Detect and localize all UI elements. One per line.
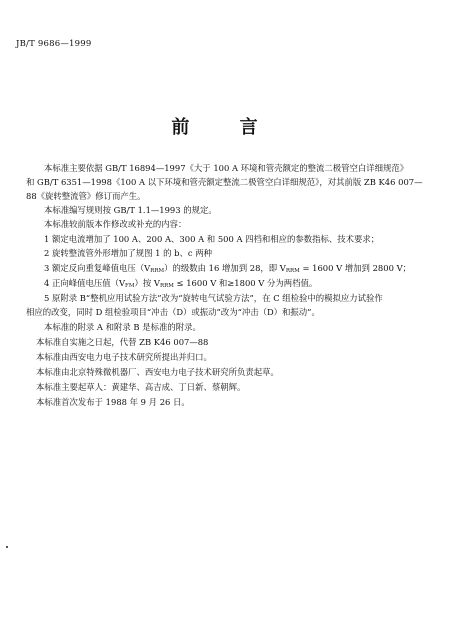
closing-line: 本标准的附录 A 和附录 B 是标准的附录。 xyxy=(44,322,201,332)
paragraph-line: 本标准编写规则按 GB/T 1.1—1993 的规定。 xyxy=(44,205,217,215)
subscript: RRM xyxy=(285,268,300,274)
list-item: 2 旋转整流管外形增加了规图 1 的 b、c 两种 xyxy=(44,248,213,258)
closing-line: 本标准自实施之日起，代替 ZB K46 007—88 xyxy=(36,337,209,347)
page-title: 前 言 xyxy=(171,117,280,138)
subscript: FM xyxy=(125,283,135,289)
list-item: 5 原附录 B“整机应用试验方法”改为“旋转电气试验方法”，在 C 组检验中的模拟应力试验作 xyxy=(44,293,383,303)
closing-line: 本标准由北京特殊微机器厂、西安电力电子技术研究所负责起草。 xyxy=(36,367,279,377)
subscript: RRM xyxy=(150,268,165,274)
paragraph-line: 本标准较前版本作修改或补充的内容： xyxy=(44,219,187,229)
list-item-text: = 1600 V 增加到 2800 V； xyxy=(299,263,411,273)
paragraph-line: 本标准主要依据 GB/T 16894—1997《大于 100 A 环境和管壳额定的整流二极管空白详细规范》 xyxy=(44,163,409,173)
list-item-text: 3 额定反向重复峰值电压（V xyxy=(44,263,151,273)
closing-line: 本标准由西安电力电子技术研究所提出并归口。 xyxy=(36,352,212,362)
subscript: RRM xyxy=(159,283,174,289)
list-item xyxy=(44,278,317,291)
closing-line: 本标准首次发布于 1988 年 9 月 26 日。 xyxy=(36,397,190,407)
list-item-text: ）的级数由 16 增加到 28，即 V xyxy=(164,263,286,273)
paragraph-line: 和 GB/T 6351—1998《100 A 以下环境和管壳额定整流二极管空白详细规范》，对其前版 ZB K46 007— xyxy=(26,177,423,187)
list-item: 相应的改变，同时 D 组检验项目“冲击（D）或振动”改为“冲击（D）和振动”。 xyxy=(26,307,320,317)
closing-line: 本标准主要起草人：黄建华、高吉成、丁日新、蔡朝辉。 xyxy=(36,382,246,392)
scan-speck xyxy=(6,546,8,548)
paragraph-line: 88《旋转整流管》修订而产生。 xyxy=(26,191,146,201)
list-item-text: ≤ 1600 V 和≥1800 V 分为两档值。 xyxy=(173,278,318,288)
list-item: 1 额定电流增加了 100 A、200 A、300 A 和 500 A 四档和相应的参数指标、技术要求； xyxy=(44,234,380,244)
standard-code: JB/T 9686—1999 xyxy=(16,39,92,49)
list-item-text: ）按 V xyxy=(134,278,160,288)
list-item-text: 4 正向峰值电压值（V xyxy=(44,278,126,288)
list-item xyxy=(44,263,411,276)
